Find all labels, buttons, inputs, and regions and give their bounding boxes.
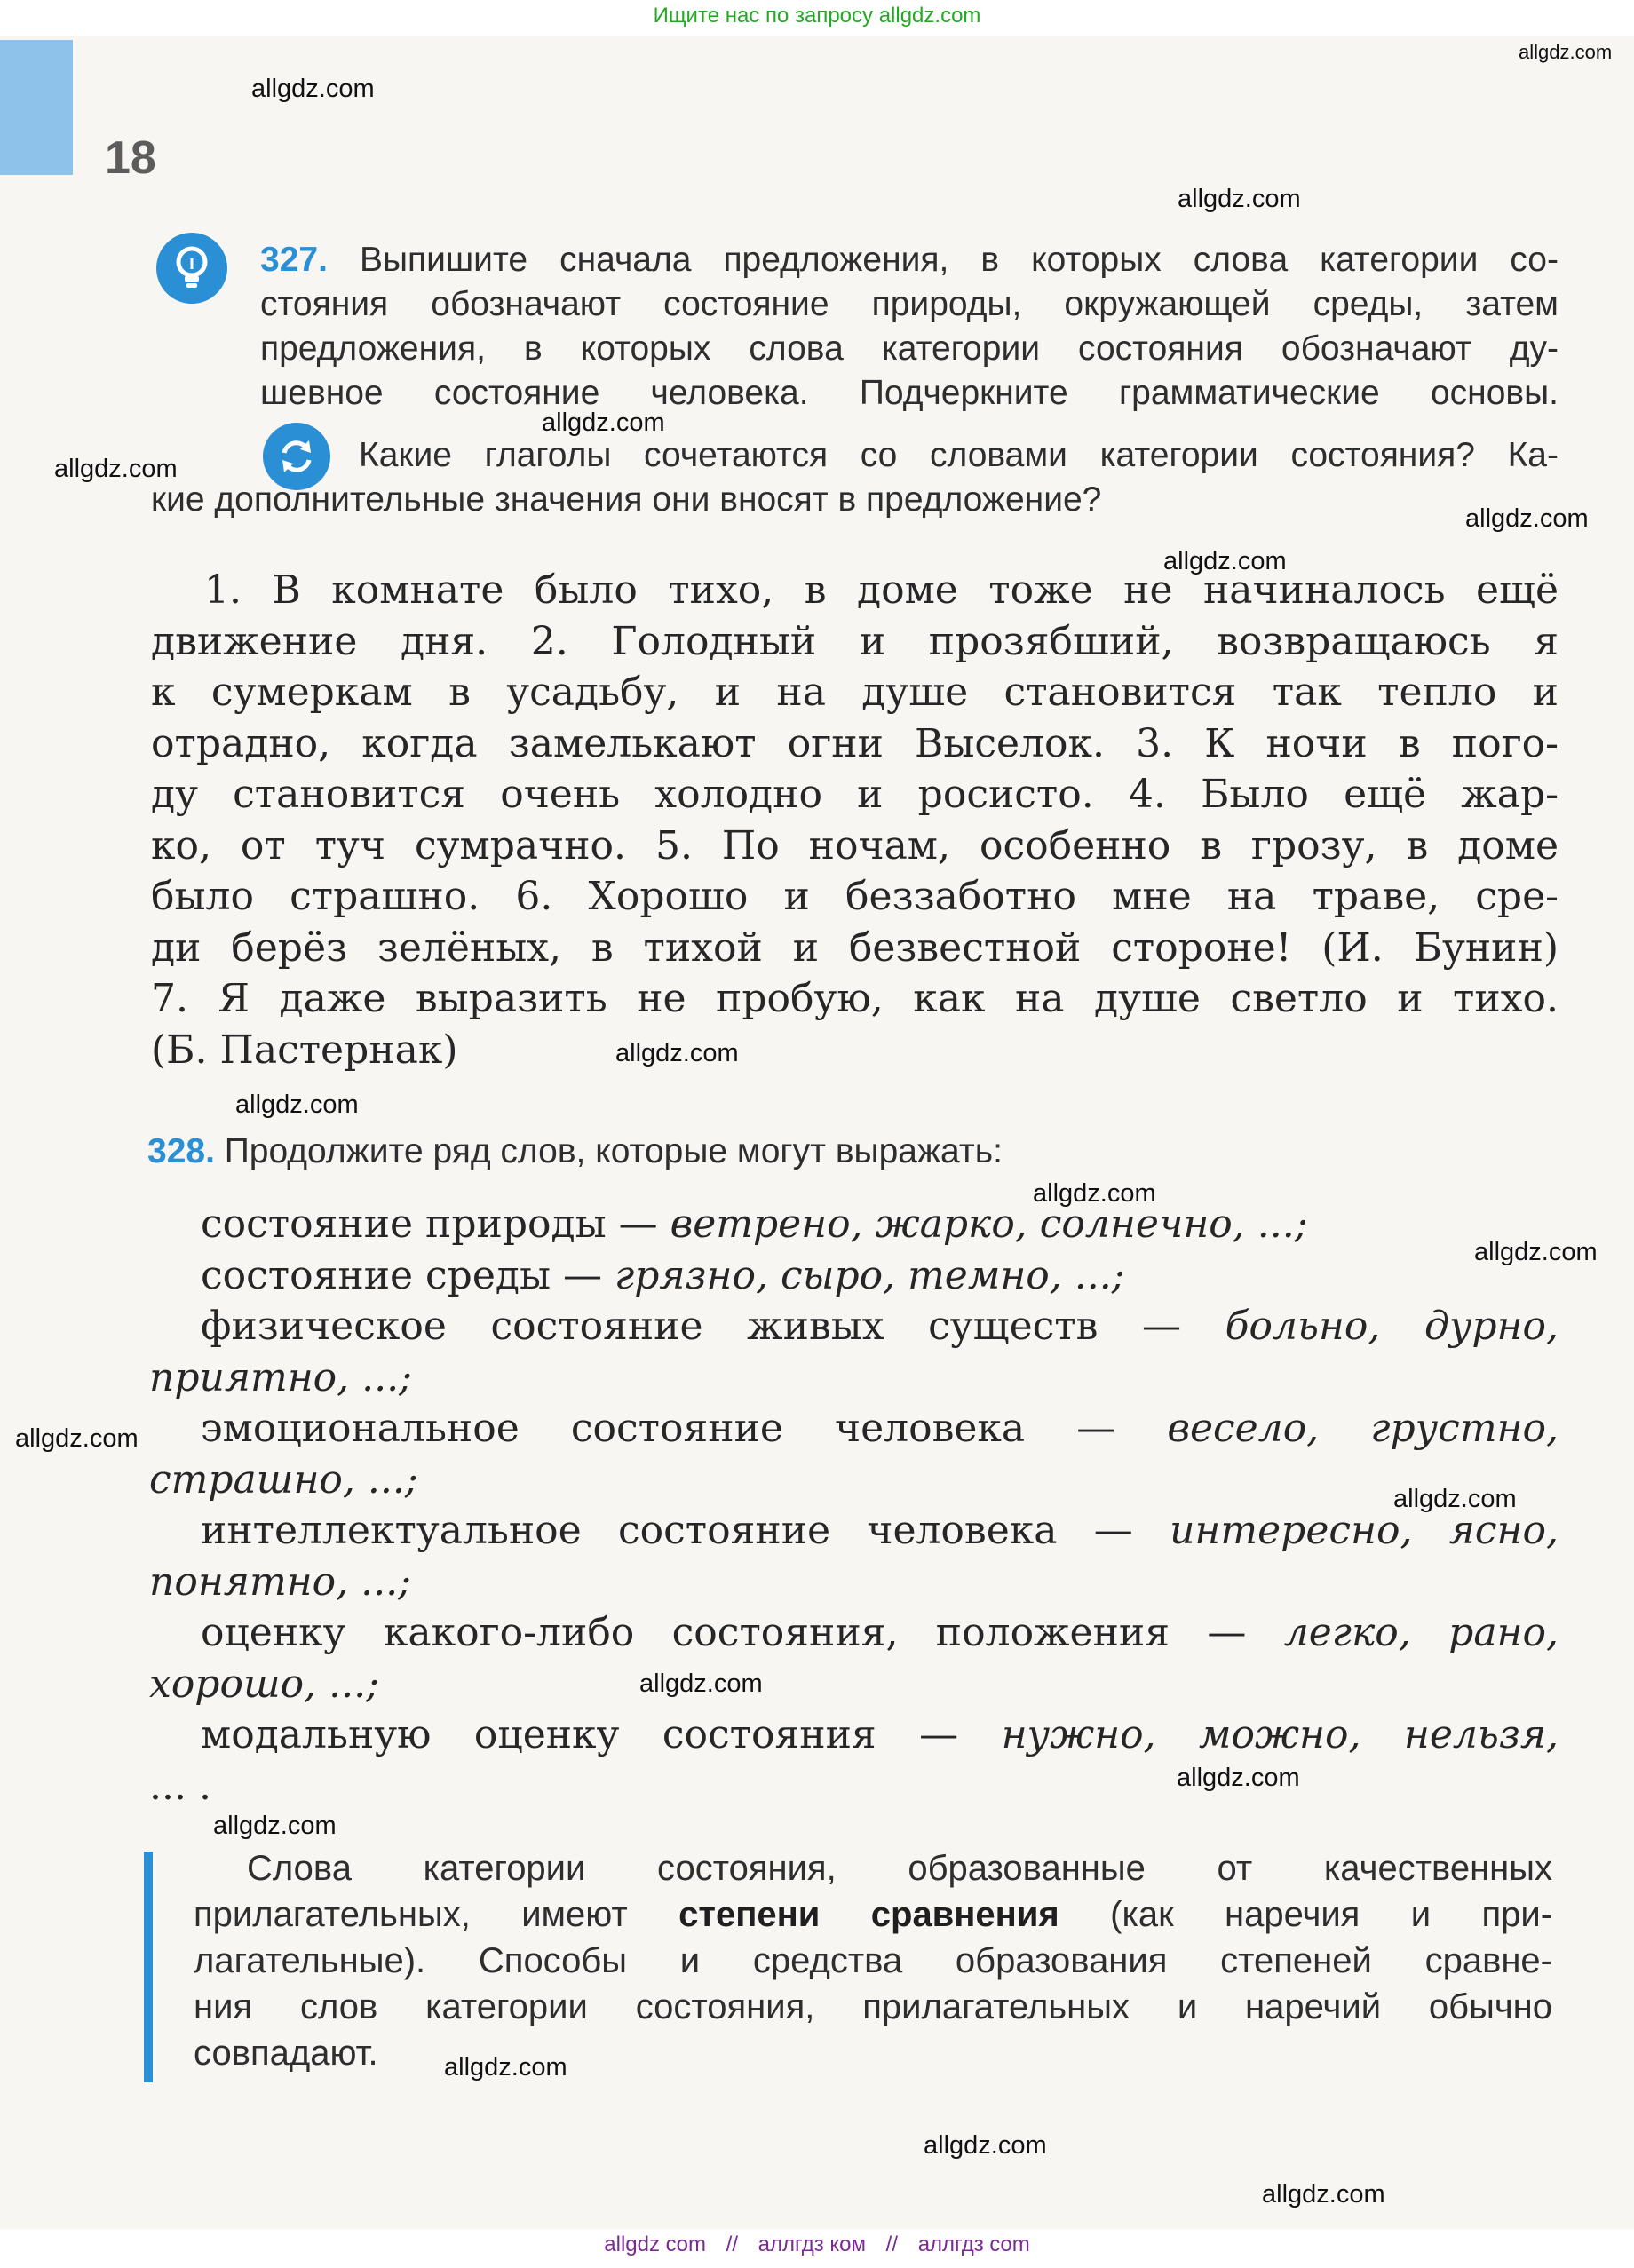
text-line: ду становится очень холодно и росисто. 4. Было ещё жар- [151, 772, 1559, 817]
task-line: Продолжите ряд слов, которые могут выражать: [224, 1132, 1003, 1170]
question-line: Какие глаголы сочетаются со словами категории состояния? Ка- [359, 436, 1559, 474]
watermark: allgdz.com [1163, 547, 1287, 575]
list-item: интеллектуальное состояние человека — интересно, ясно, [201, 1508, 1559, 1553]
watermark: allgdz.com [1262, 2180, 1385, 2209]
text-line: 7. Я даже выразить не пробую, как на душе светло и тихо. [151, 976, 1559, 1021]
watermark: allgdz.com [1519, 41, 1613, 63]
rule-line: Слова категории состояния, образованные от качественных [247, 1849, 1552, 1888]
watermark: allgdz.com [1033, 1179, 1156, 1208]
task-line: предложения, в которых слова категории состояния обозначают ду- [260, 329, 1559, 368]
text-line: ко, от туч сумрачно. 5. По ночам, особенно в грозу, в доме [151, 822, 1559, 868]
list-item-cont: страшно, ...; [149, 1456, 418, 1503]
watermark: allgdz.com [213, 1812, 337, 1840]
exercise-327-question [151, 433, 1559, 522]
list-item: физическое состояние живых существ — больно, дурно, [201, 1304, 1559, 1349]
exercise-327-task [260, 238, 1559, 416]
list-item: эмоциональное состояние человека — весело, грустно, [201, 1406, 1559, 1451]
text-line: 1. В комнате было тихо, в доме тоже не начиналось ещё [204, 567, 1559, 613]
rule-line: совпадают. [194, 2034, 378, 2073]
text-line: движение дня. 2. Голодный и прозябший, возвращаюсь я [151, 618, 1559, 664]
watermark: allgdz.com [15, 1424, 139, 1453]
watermark: allgdz.com [1177, 1764, 1300, 1792]
question-line: кие дополнительные значения они вносят в предложение? [151, 480, 1102, 519]
watermark: allgdz.com [444, 2053, 567, 2082]
text-line: отрадно, когда замелькают огни Выселок. 3. К ночи в пого- [151, 720, 1559, 766]
watermark: allgdz.com [235, 1090, 359, 1119]
footer-separator: // [885, 2232, 899, 2256]
lightbulb-icon [156, 233, 227, 304]
exercise-328-number: 328. [147, 1132, 215, 1170]
list-item: состояние среды — грязно, сыро, темно, ...; [201, 1252, 1125, 1298]
exercise-328-task [147, 1130, 1479, 1174]
footer-link[interactable]: аллгдз com [917, 2232, 1030, 2256]
watermark: allgdz.com [251, 75, 375, 103]
text-line: было страшно. 6. Хорошо и беззаботно мне на траве, сре- [151, 874, 1559, 919]
page-number: 18 [105, 132, 156, 184]
watermark: allgdz.com [1465, 504, 1589, 533]
list-item: модальную оценку состояния — нужно, можно, нельзя, [201, 1712, 1559, 1757]
list-item: оценку какого-либо состояния, положения — легко, рано, [201, 1610, 1559, 1655]
exercise-327-text [151, 565, 1559, 1075]
watermark: allgdz.com [1178, 185, 1301, 213]
list-item-cont: понятно, ...; [149, 1558, 411, 1605]
watermark: allgdz.com [639, 1669, 763, 1698]
list-item-cont: ... . [149, 1763, 211, 1809]
watermark: allgdz.com [54, 455, 178, 483]
footer-link[interactable]: аллгдз ком [758, 2232, 866, 2256]
rule-accent-bar [144, 1852, 153, 2082]
text-line: ди берёз зелёных, в тихой и безвестной стороне! (И. Бунин) [151, 924, 1559, 971]
list-item: состояние природы — ветрено, жарко, солнечно, ...; [201, 1201, 1308, 1247]
exercise-327-number: 327. [260, 241, 328, 279]
list-item-cont: хорошо, ...; [149, 1661, 379, 1707]
watermark: allgdz.com [924, 2131, 1047, 2160]
watermark: allgdz.com [1474, 1238, 1598, 1266]
footer-separator: // [726, 2232, 738, 2256]
text-line: (Б. Пастернак) [151, 1027, 458, 1073]
task-line: стояния обозначают состояние природы, окружающей среды, затем [260, 285, 1559, 323]
watermark: allgdz.com [615, 1039, 739, 1067]
exercise-328-list [149, 1199, 1559, 1812]
rule-term-bold: степени сравнения [678, 1895, 1059, 1934]
task-line: шевное состояние человека. Подчеркните грамматические основы. [260, 374, 1559, 412]
footer-links [0, 2232, 1634, 2257]
corner-tab [0, 40, 73, 175]
rule-line: лагательные). Способы и средства образования степеней сравне- [194, 1941, 1552, 1980]
rule-line: прилагательных, имеют степени сравнения (как наречия и при- [194, 1895, 1553, 1934]
rule-line: ния слов категории состояния, прилагательных и наречий обычно [194, 1987, 1552, 2026]
watermark: allgdz.com [542, 408, 665, 437]
list-item-cont: приятно, ...; [149, 1354, 412, 1400]
watermark: allgdz.com [1393, 1485, 1517, 1513]
footer-link[interactable]: allgdz com [604, 2232, 706, 2256]
rule-text [194, 1845, 1552, 2076]
text-line: к сумеркам в усадьбу, и на душе становится так тепло и [151, 670, 1559, 715]
task-line: Выпишите сначала предложения, в которых слова категории со- [359, 241, 1559, 279]
top-banner-link[interactable]: Ищите нас по запросу allgdz.com [653, 4, 981, 28]
